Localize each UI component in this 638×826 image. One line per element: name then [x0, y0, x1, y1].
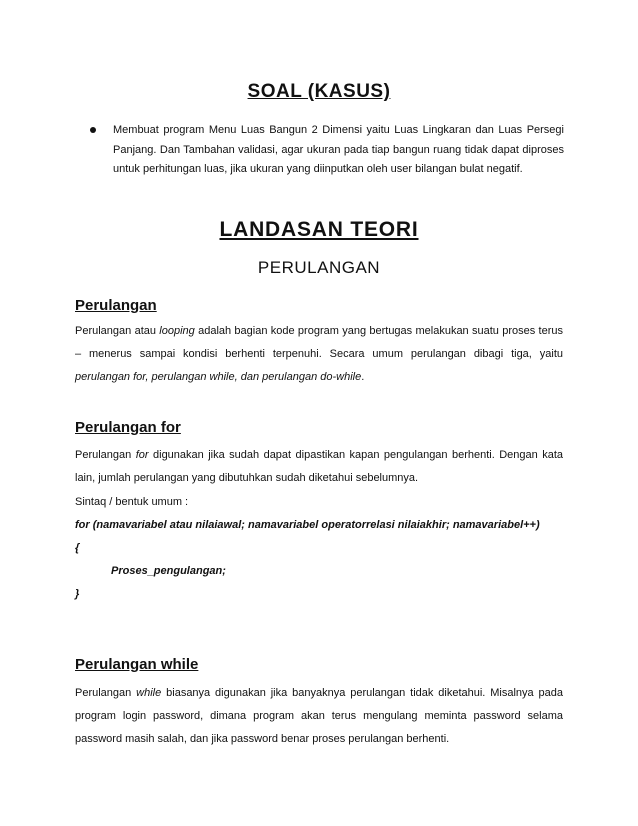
while-section-title: Perulangan while	[75, 656, 199, 673]
text-run: Perulangan atau	[75, 325, 160, 337]
text-run: digunakan jika sudah dapat dipastikan kapan pengulangan berhenti. Dengan kata lain, jumlah perulangan yang dibutuhkan sudah diketahui sebelumnya.	[75, 449, 563, 484]
text-run-italic: perulangan for, perulangan while, dan perulangan do-while	[75, 371, 362, 383]
text-run: .	[361, 371, 365, 383]
text-run: adalah bagian kode program yang bertugas melakukan suatu proses terus – menerus sampai kondisi berhenti terpenuhi. Secara umum perulangan dibagi tiga, yaitu	[75, 325, 563, 360]
text-run: Perulangan	[75, 449, 136, 461]
text-run: biasanya digunakan jika banyaknya perulangan tidak diketahui. Misalnya pada program login password, dimana program akan terus mengulang meminta password selama password masih salah, dan jika password benar proses perulangan berhenti.	[75, 687, 564, 745]
text-run-italic: for	[135, 449, 149, 461]
code-body: Proses_pengulangan;	[111, 565, 226, 577]
for-paragraph	[75, 444, 563, 490]
syntax-label: Sintaq / bentuk umum :	[75, 496, 189, 508]
perulangan-section-title: Perulangan	[75, 297, 157, 314]
text-run-italic: while	[136, 687, 162, 699]
for-section-title: Perulangan for	[75, 419, 181, 436]
code-close-brace: }	[75, 588, 80, 600]
perulangan-heading: PERULANGAN	[257, 258, 381, 277]
text-run: Perulangan	[75, 687, 137, 699]
while-paragraph	[75, 682, 563, 751]
text-run-italic: looping	[159, 325, 195, 337]
code-line-for: for (namavariabel atau nilaiawal; namavariabel operatorrelasi nilaiakhir; namavariabel++)	[75, 519, 540, 531]
code-open-brace: {	[75, 542, 80, 554]
bullet-dot-icon	[90, 127, 96, 133]
soal-bullet-text: Membuat program Menu Luas Bangun 2 Dimensi yaitu Luas Lingkaran dan Luas Persegi Panjang. Dan Tambahan validasi, agar ukuran pada tiap bangun ruang tidak dapat diproses untuk perhitungan luas, jika ukuran yang diinputkan oleh user bilangan bulat negatif.	[113, 124, 564, 175]
perulangan-paragraph	[75, 320, 563, 389]
soal-bullet-item	[94, 121, 564, 180]
landasan-teori-title: LANDASAN TEORI	[219, 218, 419, 241]
soal-title: SOAL (KASUS)	[247, 81, 391, 102]
